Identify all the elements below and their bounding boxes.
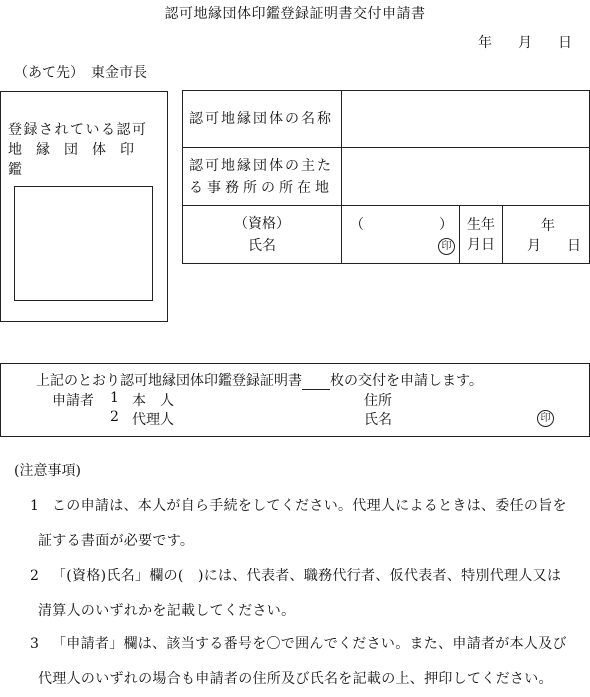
org-address-label-line2: る事務所の所在地 [189, 179, 333, 196]
applicant-label: 申請者 [52, 393, 94, 409]
note-3-line1: 「申請者」欄は、該当する番号を〇で囲んでください。また、申請者が本人及び [52, 636, 567, 652]
seal-impression-area[interactable] [14, 186, 153, 301]
application-text-after: 枚の交付を申請します。 [330, 373, 483, 389]
seal-label-line1: 登録されている認可 [8, 122, 148, 138]
note-1-num: 1 [30, 498, 40, 514]
application-text-before: 上記のとおり認可地縁団体印鑑登録証明書 [36, 373, 302, 389]
registered-seal-label [8, 120, 168, 180]
qualification-name-label [183, 206, 342, 264]
note-2-line1: 「(資格)氏名」欄の( )には、代表者、職務代行者、仮代表者、特別代理人又は [52, 568, 562, 584]
org-name-field[interactable] [342, 91, 590, 148]
org-address-label [183, 148, 342, 206]
note-3-num: 3 [30, 636, 40, 652]
note-2-num: 2 [30, 568, 40, 584]
qualification-name-field[interactable] [342, 206, 460, 264]
note-item-1 [30, 489, 585, 559]
paren-close: ） [439, 217, 453, 233]
applicant-option-1-num[interactable]: 1 [110, 390, 119, 406]
applicant-seal-mark-icon: 印 [537, 410, 554, 427]
birth-day: 日 [567, 237, 581, 254]
note-1-line2: 証する書面が必要です。 [38, 533, 195, 549]
birth-date-label [460, 206, 503, 264]
organization-info-table [182, 90, 590, 264]
note-item-2 [30, 559, 585, 629]
notes-title: (注意事項) [14, 463, 81, 479]
seal-mark-icon: 印 [438, 238, 455, 255]
applicant-option-1-label: 本 人 [132, 393, 174, 409]
org-address-label-line1: 認可地縁団体の主た [189, 157, 333, 174]
org-address-field[interactable] [342, 148, 590, 206]
copies-count-field[interactable] [302, 375, 330, 390]
birth-label-line1: 生年 [467, 216, 495, 233]
qualification-label: （資格） [234, 215, 290, 232]
addressee: （あて先） 東金市長 [14, 65, 147, 81]
applicant-name-label: 氏名 [364, 412, 392, 428]
applicant-option-2-label: 代理人 [132, 412, 174, 428]
application-statement [36, 370, 483, 390]
date-day: 日 [558, 35, 572, 51]
birth-label-line2: 月日 [467, 236, 495, 253]
date-year: 年 [478, 35, 492, 51]
birth-year: 年 [541, 217, 555, 234]
note-1-line1: この申請は、本人が自ら手続をしてください。代理人によるときは、委任の旨を [52, 498, 567, 514]
applicant-address-label: 住所 [364, 393, 392, 409]
org-name-label: 認可地縁団体の名称 [183, 91, 342, 148]
note-3-line2: 代理人のいずれの場合も申請者の住所及び氏名を記載の上、押印してください。 [38, 671, 553, 687]
name-label: 氏名 [248, 237, 276, 254]
date-month: 月 [518, 35, 532, 51]
birth-month: 月 [527, 237, 541, 254]
applicant-option-2-num[interactable]: 2 [110, 409, 119, 425]
note-2-line2: 清算人のいずれかを記載してください。 [38, 603, 296, 619]
paren-open: （ [350, 217, 364, 233]
form-title: 認可地縁団体印鑑登録証明書交付申請書 [164, 6, 426, 22]
birth-date-field[interactable] [503, 206, 590, 264]
date-line [478, 32, 572, 52]
seal-label-line2: 地縁団体印鑑 [8, 142, 148, 178]
